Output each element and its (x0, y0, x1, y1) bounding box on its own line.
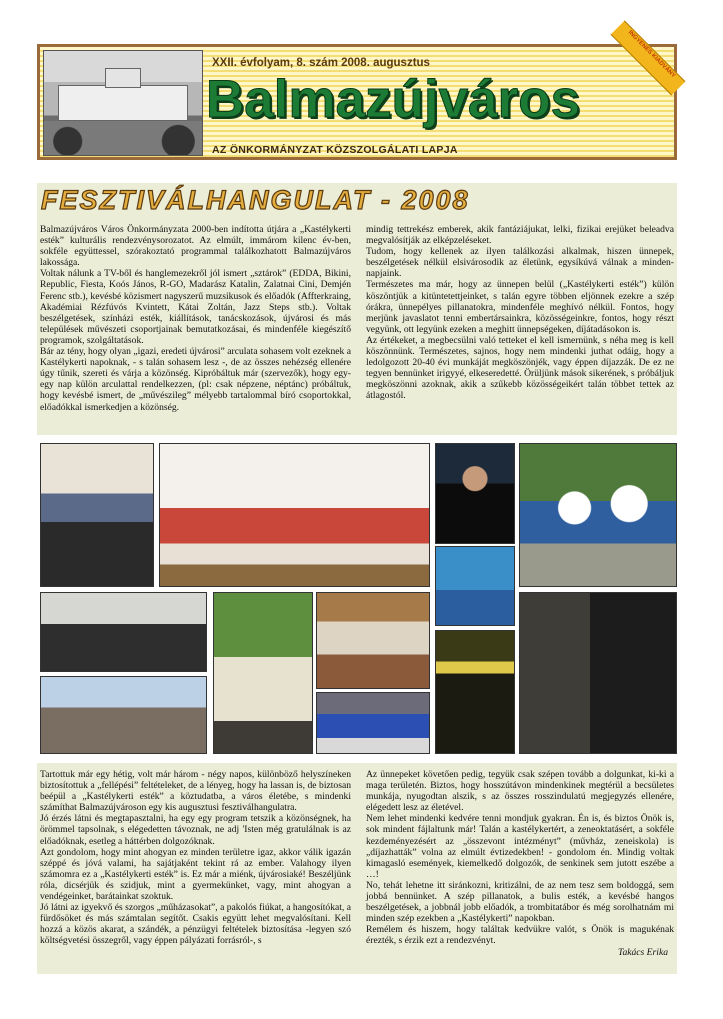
author-signature: Takács Erika (617, 946, 668, 958)
photo-band-outdoor (40, 592, 207, 672)
newspaper-subtitle: AZ ÖNKORMÁNYZAT KÖZSZOLGÁLATI LAPJA (212, 144, 458, 156)
paragraph: Tartottuk már egy hétig, volt már három - négy napos, különböző helyszíneken biztosítottuk a „fellépési” feltételeket, de a lényeg, hogy ha lassan is, de biztosan beépül a „Kastélykerti esték” a köztudatba, a város életébe, s mindenki számíthat Balmazújvároson egy kis augusztusi fesztiválhangulatra. (40, 769, 351, 814)
newspaper-title: Balmazújváros (206, 70, 581, 129)
paragraph: Nem lehet mindenki kedvére tenni mondjuk gyakran. Én is, és biztos Önök is, sok mindent fájlaltunk már! Talán a kastélykertért, a zeneoktatásért, a sokféle kezdeményezésért az „összevont intézményt” (művház, zeneiskola) is „díjazhatták” volna az elmúlt évtizedekben! - gondolom én. Mindig voltak kimagasló események, kiemelkedő dolgozók, de senkinek sem jutott eszébe a …! (366, 813, 674, 880)
photo-blue-dancers (316, 692, 430, 754)
paragraph: Jó érzés látni és megtapasztalni, ha egy egy program tetszik a közönségnek, ha örömmel tapsolnak, s elégedetten távoznak, ne adj 'Isten még gratulálnak is az előadóknak, esetleg a háttérben dolgozóknak. (40, 813, 351, 847)
photo-trumpeters (213, 592, 313, 754)
photo-parade-umbrellas (519, 443, 677, 587)
photo-choir-stage (159, 443, 430, 587)
article-column-3 (40, 769, 351, 947)
castle-photo (43, 50, 203, 156)
paragraph: Az ünnepeket követően pedig, tegyük csak szépen tovább a dolgunkat, ki-ki a maga területén. Biztos, hogy hosszútávon mindenkinek megtérül a becsületes munkája, nyugodtan alszik, s az összes rosszindulatú megjegyzés ellenére, elégedett lesz az életével. (366, 769, 674, 814)
photo-crowd (40, 676, 207, 754)
photo-woman-speaker (435, 546, 515, 626)
paragraph: Balmazújváros Város Önkormányzata 2000-ben indította útjára a „Kastélykerti esték” kulturális rendezvénysorozatot. Az elmúlt, immárom kilenc év-ben, sokféle együttessel, szórakoztató programmal találkozhatott Balmazújváros lakossága. (40, 224, 351, 269)
paragraph: Az értékeket, a megbecsülni való tetteket el kell ismernünk, s néha meg is kell köszönnünk. Természetes, sajnos, hogy nem mindenki juthat odáig, hogy a ledolgozott 20-40 évi munkáját megköszönjék, vagy éppen díjazzák. De ez ne tegyen bennünket irigyyé, elkeseredetté. Örüljünk mások sikerének, s próbáljuk megköszönni azoknak, akik a szűkebb közösségeikért talán többet tettek az átlagostól. (366, 334, 674, 402)
photo-singer (435, 443, 515, 544)
headline: FESZTIVÁLHANGULAT - 2008 (41, 185, 470, 215)
article-column-1 (40, 224, 351, 413)
photo-award-handshake (519, 592, 677, 754)
paragraph: Tudom, hogy kellenek az ilyen találkozási alkalmak, hiszen ünnepek, beszélgetések nélkül elsivárosodik az életünk, egysíkúvá válnak a minden-napjaink. (366, 246, 674, 280)
masthead (37, 29, 677, 160)
photo-stage-performer (316, 592, 430, 689)
paragraph: Voltak nálunk a TV-ből és hanglemezekről jól ismert „sztárok” (EDDA, Bikini, Republic, Fiesta, Koós János, R-GO, Madarász Katalin, Zalatnai Cini, Demjén Ferenc stb.), kevésbé közismert nagyszerű muzsikusok és előadók (Affterkraing, Akadémiai Rézfúvós Kvintett, Kátai Zoltán, Jazz Steps stb.). Voltak beszélgetések, színházi esték, kiállítások, tanácskozások, újvárosi és más települések művészeti csoportjainak bemutatkozásai, és mindenféle kiegészítő programok, szolgáltatások. (40, 268, 351, 346)
article-column-2 (366, 224, 674, 402)
issue-info: XXII. évfolyam, 8. szám 2008. augusztus (212, 57, 430, 69)
paragraph: mindig tettrekész emberek, akik fantáziájukat, lelki, fizikai erejüket beleadva megvalósítják az elképzeléseket. (366, 224, 674, 247)
article-column-4 (366, 769, 674, 958)
free-issue-ribbon: INGYENES KIADVÁNY (625, 38, 681, 94)
paragraph: Természetes ma már, hogy az ünnepen belül („Kastélykerti esték”) külön köszöntjük a kitüntetettjeinket, s talán egyre többen eljönnek ezekre a szép órákra, ünnepélyes pillanatokra, mindenféle meghívó nélkül. Fontos, hogy merjünk javaslatot tenni embertársainkra, közösségeinkre, fontos, hogy részt vegyünk, ott legyünk ezeken a meghitt ünnepségeken, díjátadásokon is. (366, 279, 674, 335)
photo-audience (40, 443, 154, 587)
photo-award-night (435, 630, 515, 754)
paragraph: No, tehát lehetne itt siránkozni, kritizálni, de az nem tesz sem boldoggá, sem jobbá bennünket. A szép pillanatok, a bulis esték, a kevésbé hangos beszélgetések, a jobbnál jobb előadók, a trombitatábor és még sorolhatnám mi minden szép ezekben a „Kastélykerti” napokban. (366, 879, 674, 925)
paragraph: Remélem és hiszem, hogy találtak kedvükre valót, s Önök is magukénak érezték, s érzik ezt a rendezvényt. (366, 924, 674, 947)
paragraph: Azt gondolom, hogy mint ahogyan ez minden területre igaz, akkor válik igazán széppé és jóvá valami, ha sajátjaként tekint rá az ember. Valahogy ilyen számomra ez a „Kastélykerti esték” is. Ez már a miénk, újvárosiaké! Beszéljünk róla, dicsérjük és szidjuk, mint a gyermekünket, vagy, mint ahogyan a vendégeinket, barátainkat szoktuk. (40, 846, 351, 903)
paragraph: Bár az tény, hogy olyan „igazi, eredeti újvárosi” arculata sohasem volt ezeknek a Kastélykerti napoknak, - s talán sohasem lesz -, de az összes nehézség ellenére úgy tűnik, szereti és várja a közönség. Kipróbáltuk már (szervezők), hogy egy-egy nap külön arculattal rendelkezzen, (pl: csak népzene, néptánc) próbáltuk, hogy kevésbé ismert, de „művészileg” mélyebb tartalommal bíró csoportokkal, előadókkal ismerkedjen a közönség. (40, 346, 351, 413)
paragraph: Jó látni az igyekvő és szorgos „műházasokat”, a pakolós fiúkat, a hangosítókat, a fürdősöket és más számtalan segítőt. Csakis együtt lehet megvalósítani. Kell hozzá a közös akarat, a szándék, a pénzügyi feltételek biztosítása -legyen szó költségvetési összegről, vagy éppen pályázati forrásról-, s (40, 902, 351, 947)
